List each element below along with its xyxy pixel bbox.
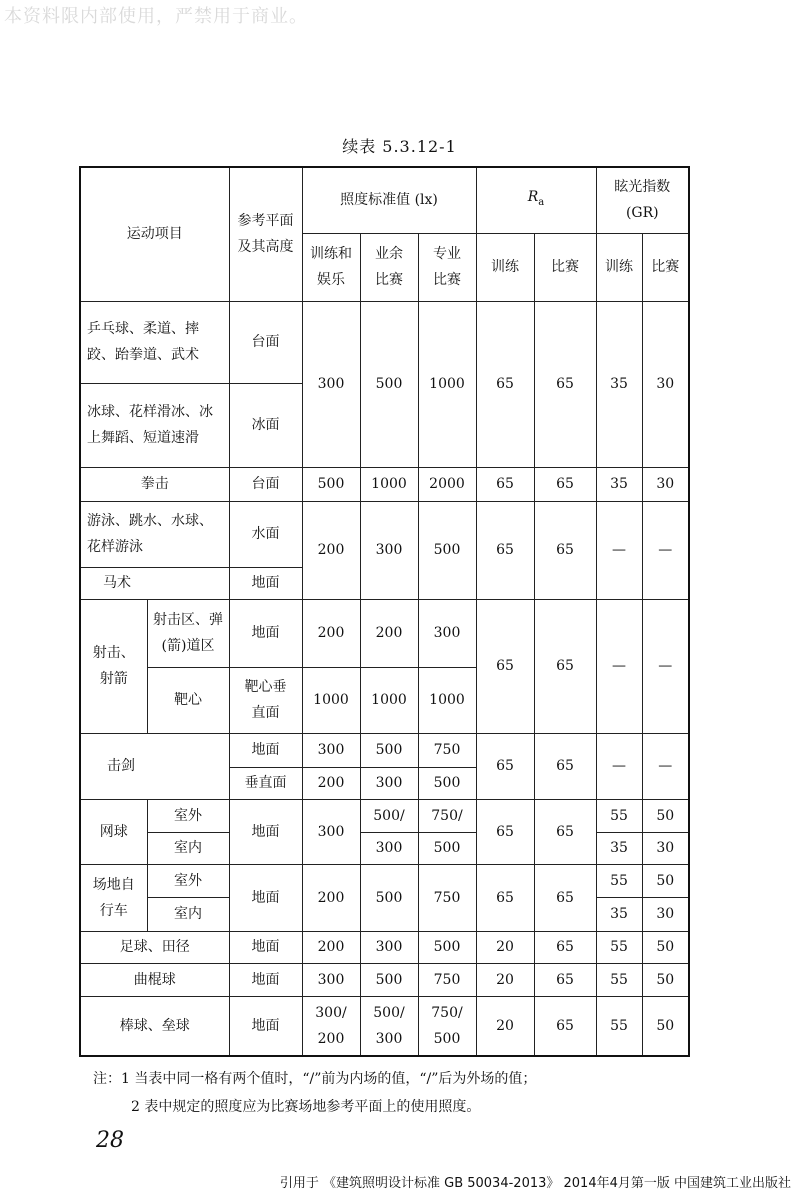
sport-cell: 场地自行车: [80, 864, 147, 931]
table-row: [80, 832, 689, 864]
value-cell: 20: [476, 996, 534, 1056]
value-cell: 500/: [360, 799, 418, 832]
plane-cell: 水面: [229, 501, 302, 567]
header-ra: $R_a$: [476, 167, 596, 233]
plane-cell: 地面: [229, 963, 302, 996]
value-cell: 1000: [360, 467, 418, 501]
table-row: [80, 467, 689, 501]
value-cell: 300: [360, 767, 418, 799]
value-cell: 300: [360, 501, 418, 599]
plane-cell: 地面: [229, 996, 302, 1056]
value-cell: 50: [642, 931, 689, 963]
table-notes: [93, 1065, 536, 1121]
value-cell: 65: [534, 996, 596, 1056]
sport-cell: 击剑: [80, 733, 229, 799]
value-cell: —: [596, 733, 642, 799]
value-cell: 200: [302, 599, 360, 667]
table-row: [80, 733, 689, 767]
value-cell: 55: [596, 996, 642, 1056]
value-cell: 500: [360, 864, 418, 931]
sport-cell: 马术: [80, 567, 229, 599]
value-cell: 65: [534, 501, 596, 599]
value-cell: 65: [476, 501, 534, 599]
header-amateur: 业余比赛: [360, 233, 418, 301]
sub-sport-cell: 室外: [147, 864, 229, 897]
value-cell: 300: [302, 799, 360, 864]
value-cell: 20: [476, 963, 534, 996]
sport-cell: 足球、田径: [80, 931, 229, 963]
header-ra-match: 比赛: [534, 233, 596, 301]
value-cell: 750/ 500: [418, 996, 476, 1056]
table-row: [80, 301, 689, 383]
table-row: [80, 864, 689, 897]
header-train-ent: 训练和娱乐: [302, 233, 360, 301]
value-cell: —: [642, 733, 689, 799]
table-row: [80, 501, 689, 567]
value-cell: 750: [418, 963, 476, 996]
value-cell: 65: [534, 963, 596, 996]
sports-lighting-table: [79, 166, 690, 1057]
value-cell: 50: [642, 963, 689, 996]
plane-cell: 地面: [229, 931, 302, 963]
value-cell: 35: [596, 301, 642, 467]
value-cell: 200: [360, 599, 418, 667]
sport-cell: 游泳、跳水、水球、花样游泳: [80, 501, 229, 567]
value-cell: 55: [596, 963, 642, 996]
watermark-text: 本资料限内部使用，严禁用于商业。: [4, 6, 308, 27]
value-cell: 50: [642, 996, 689, 1056]
sport-cell: 网球: [80, 799, 147, 864]
value-cell: 200: [302, 767, 360, 799]
value-cell: 750/: [418, 799, 476, 832]
sport-cell: 射击、射箭: [80, 599, 147, 733]
value-cell: 30: [642, 832, 689, 864]
plane-cell: 台面: [229, 467, 302, 501]
value-cell: 300: [418, 599, 476, 667]
value-cell: 500: [360, 733, 418, 767]
header-ref-plane: 参考平面及其高度: [229, 167, 302, 301]
sub-sport-cell: 室内: [147, 897, 229, 931]
value-cell: 300: [302, 733, 360, 767]
sport-cell: 乒乓球、柔道、摔跤、跆拳道、武术: [80, 301, 229, 383]
value-cell: 750: [418, 733, 476, 767]
value-cell: 200: [302, 931, 360, 963]
plane-cell: 地面: [229, 599, 302, 667]
table-row: [80, 963, 689, 996]
value-cell: 30: [642, 301, 689, 467]
value-cell: 1000: [418, 301, 476, 467]
value-cell: 65: [534, 799, 596, 864]
value-cell: 50: [642, 799, 689, 832]
value-cell: 200: [302, 864, 360, 931]
sub-sport-cell: 射击区、弹(箭)道区: [147, 599, 229, 667]
value-cell: 55: [596, 799, 642, 832]
value-cell: 30: [642, 897, 689, 931]
value-cell: 500/ 300: [360, 996, 418, 1056]
value-cell: 65: [476, 301, 534, 467]
sub-sport-cell: 室内: [147, 832, 229, 864]
header-ra-train: 训练: [476, 233, 534, 301]
value-cell: 500: [418, 931, 476, 963]
header-gr-train: 训练: [596, 233, 642, 301]
value-cell: —: [642, 501, 689, 599]
value-cell: 65: [534, 301, 596, 467]
plane-cell: 地面: [229, 733, 302, 767]
value-cell: 65: [534, 864, 596, 931]
value-cell: —: [596, 501, 642, 599]
value-cell: 55: [596, 864, 642, 897]
value-cell: 65: [534, 931, 596, 963]
value-cell: 35: [596, 832, 642, 864]
plane-cell: 地面: [229, 567, 302, 599]
value-cell: 500: [302, 467, 360, 501]
value-cell: 65: [476, 467, 534, 501]
value-cell: 500: [360, 963, 418, 996]
value-cell: 300: [302, 301, 360, 467]
value-cell: 200: [302, 501, 360, 599]
table-caption: 续表 5.3.12-1: [342, 137, 457, 156]
value-cell: 35: [596, 897, 642, 931]
value-cell: 55: [596, 931, 642, 963]
value-cell: 1000: [360, 667, 418, 733]
note-1: 注：1 当表中同一格有两个值时，“/”前为内场的值，“/”后为外场的值；: [93, 1071, 537, 1087]
header-gr-match: 比赛: [642, 233, 689, 301]
value-cell: 65: [476, 733, 534, 799]
header-sport: 运动项目: [80, 167, 229, 301]
value-cell: 65: [534, 467, 596, 501]
value-cell: 500: [418, 501, 476, 599]
page-number: 28: [96, 1128, 124, 1153]
value-cell: 500: [418, 832, 476, 864]
value-cell: —: [596, 599, 642, 733]
sport-cell: 棒球、垒球: [80, 996, 229, 1056]
plane-cell: 台面: [229, 301, 302, 383]
value-cell: 65: [476, 599, 534, 733]
value-cell: —: [642, 599, 689, 733]
plane-cell: 地面: [229, 799, 302, 864]
value-cell: 20: [476, 931, 534, 963]
header-pro: 专业比赛: [418, 233, 476, 301]
sub-sport-cell: 室外: [147, 799, 229, 832]
value-cell: 300: [360, 931, 418, 963]
value-cell: 1000: [418, 667, 476, 733]
value-cell: 30: [642, 467, 689, 501]
value-cell: 65: [534, 733, 596, 799]
value-cell: 65: [534, 599, 596, 733]
table-row: [80, 799, 689, 832]
value-cell: 300: [302, 963, 360, 996]
value-cell: 300: [360, 832, 418, 864]
table-row: [80, 996, 689, 1056]
value-cell: 500: [360, 301, 418, 467]
plane-cell: 地面: [229, 864, 302, 931]
value-cell: 2000: [418, 467, 476, 501]
value-cell: 1000: [302, 667, 360, 733]
value-cell: 65: [476, 799, 534, 864]
value-cell: 300/ 200: [302, 996, 360, 1056]
sport-cell: 曲棍球: [80, 963, 229, 996]
sub-sport-cell: 靶心: [147, 667, 229, 733]
table-row: [80, 931, 689, 963]
value-cell: 65: [476, 864, 534, 931]
note-2: 2 表中规定的照度应为比赛场地参考平面上的使用照度。: [131, 1099, 481, 1115]
plane-cell: 靶心垂直面: [229, 667, 302, 733]
value-cell: 750: [418, 864, 476, 931]
plane-cell: 垂直面: [229, 767, 302, 799]
value-cell: 50: [642, 864, 689, 897]
source-citation: 引用于 《建筑照明设计标准 GB 50034-2013》 2014年4月第一版 中国建筑工业出版社: [279, 1176, 791, 1191]
value-cell: 35: [596, 467, 642, 501]
header-row-1: [80, 167, 689, 233]
header-glare: 眩光指数 (GR): [596, 167, 689, 233]
value-cell: 500: [418, 767, 476, 799]
header-illuminance: 照度标准值 (lx): [302, 167, 476, 233]
plane-cell: 冰面: [229, 383, 302, 467]
sport-cell: 冰球、花样滑冰、冰上舞蹈、短道速滑: [80, 383, 229, 467]
table-row: [80, 599, 689, 667]
sport-cell: 拳击: [80, 467, 229, 501]
